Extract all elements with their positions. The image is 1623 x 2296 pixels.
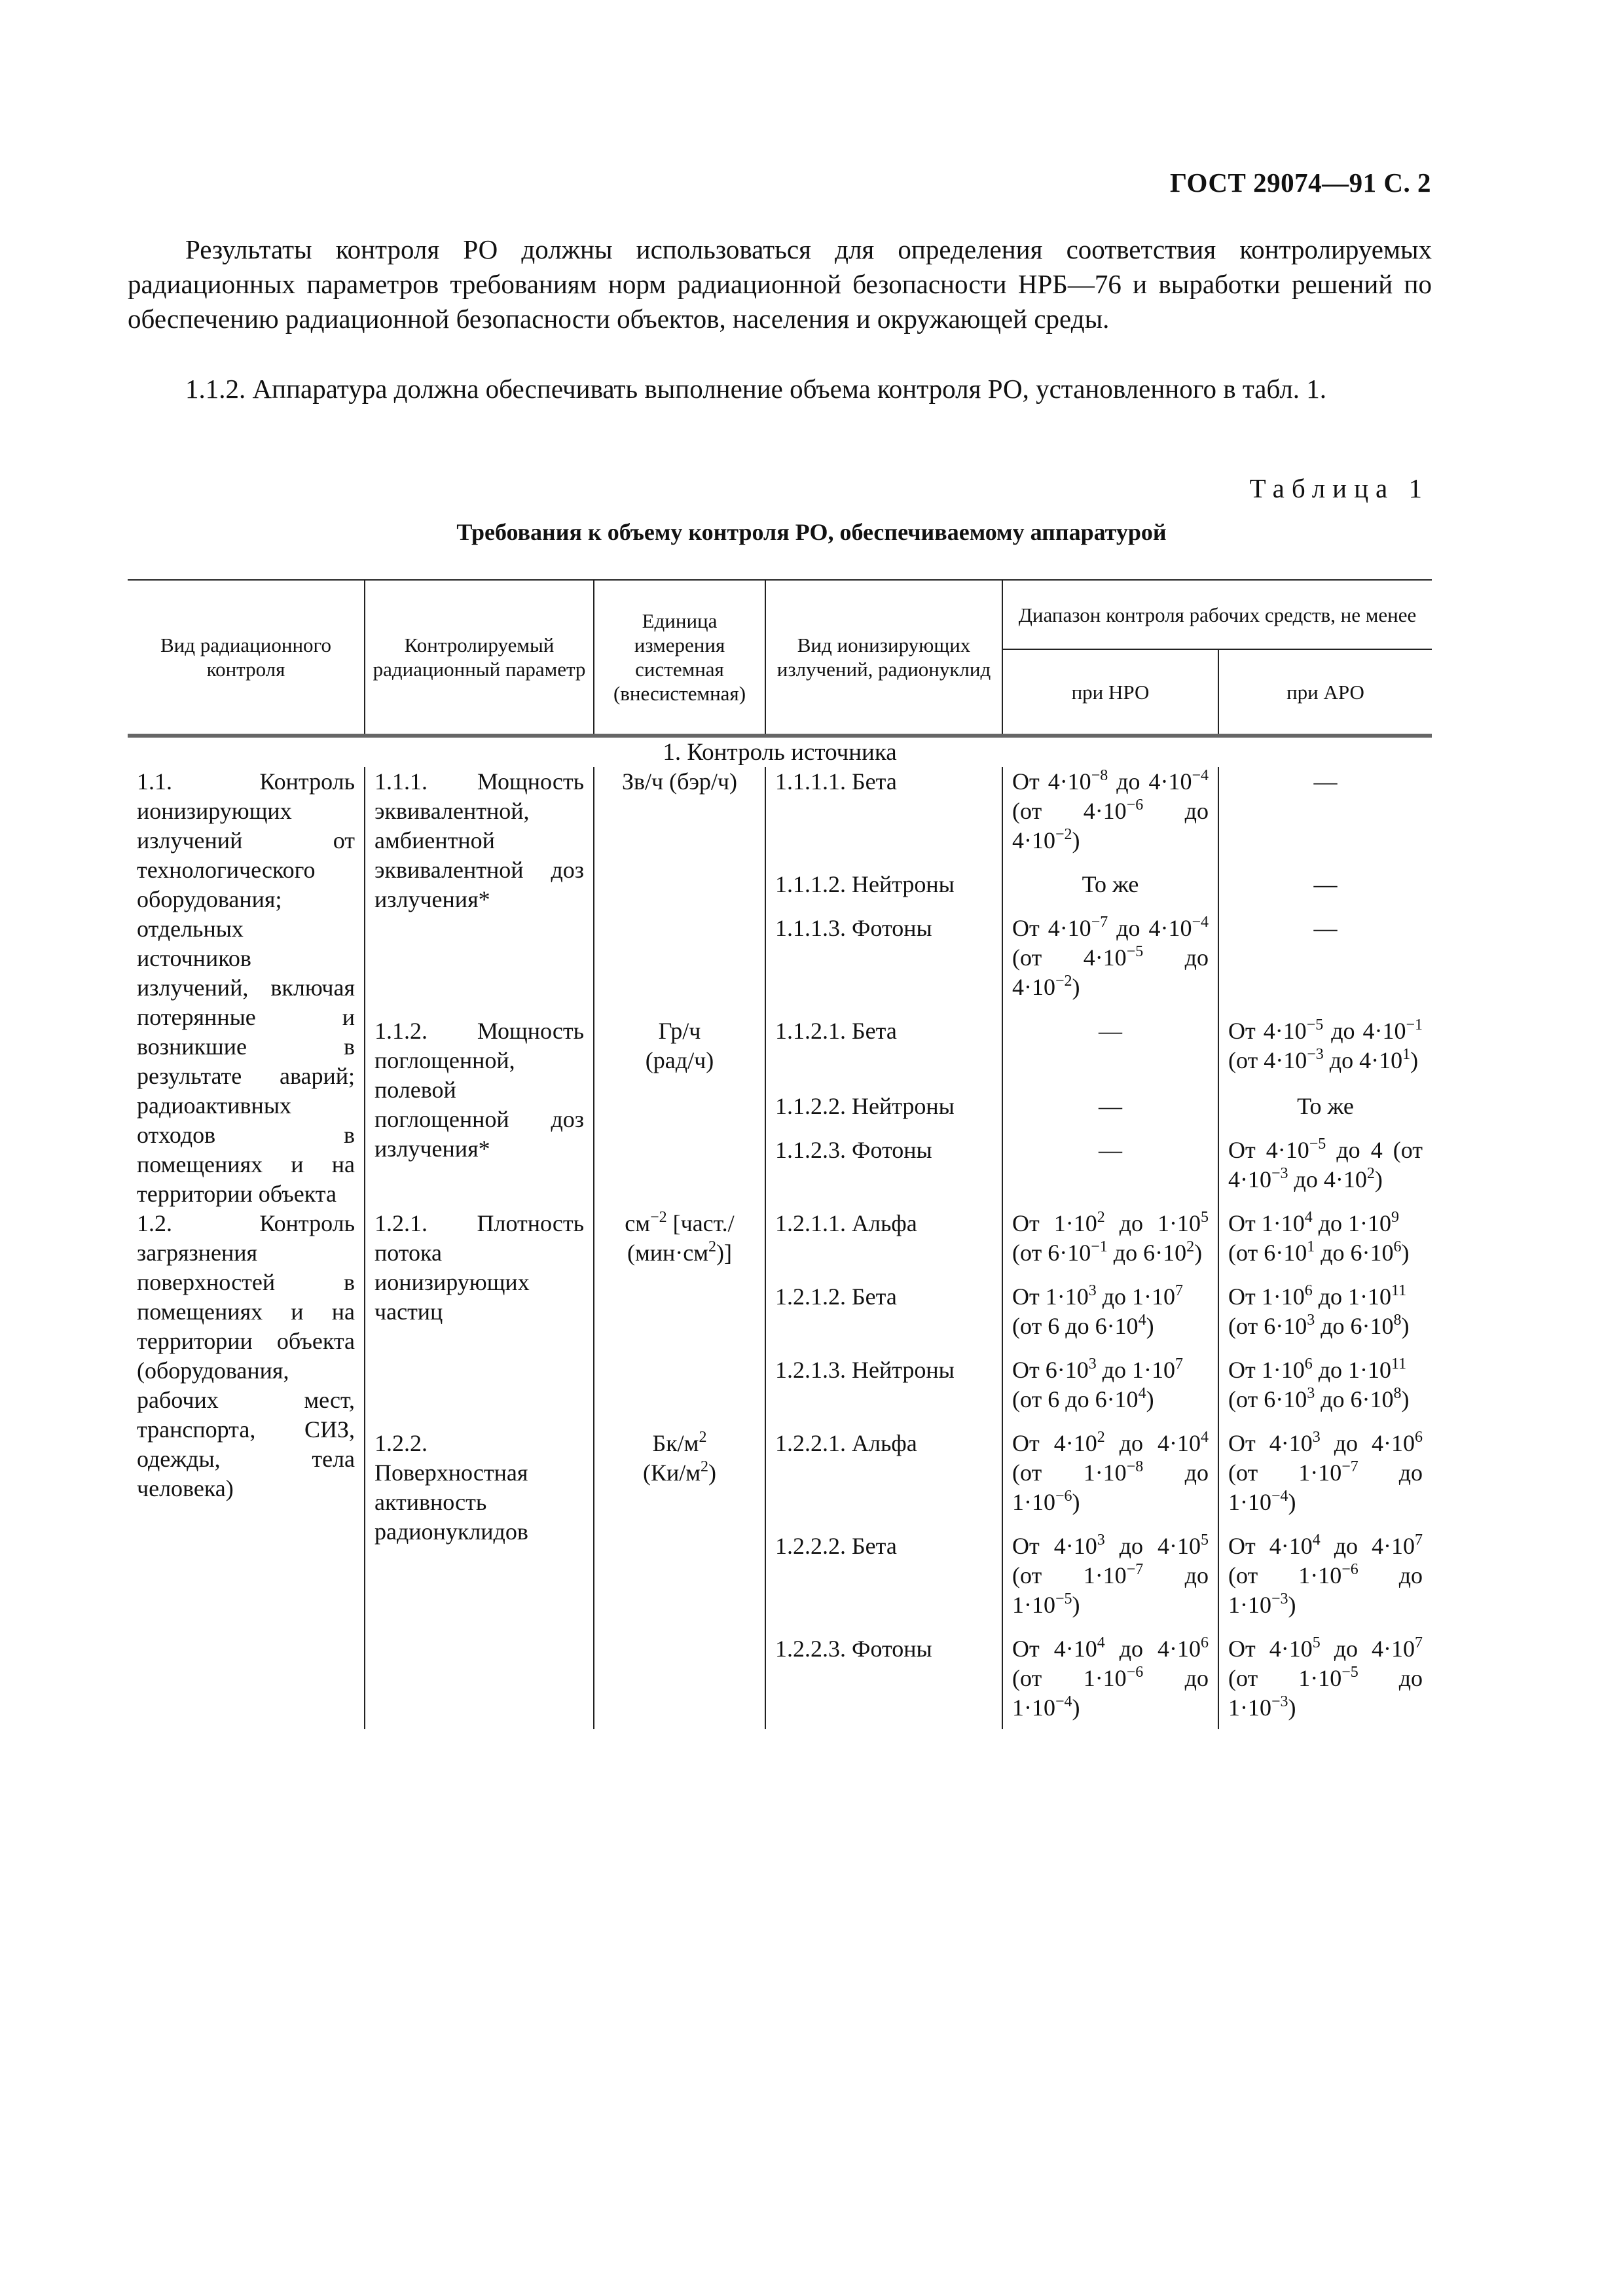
aro-1-2-1-3: От $1\cdot 10^6$ до $1\cdot 10^{11}$ (от $6\cdot 10^3$ до $6\cdot 10^8$) [1218,1355,1432,1429]
radiation-1-1-1-1: 1.1.1.1. Бета [765,767,1002,870]
nro-1-2-1-2: От $1\cdot 10^3$ до $1\cdot 10^7$ (от 6 до $6\cdot 10^4$) [1002,1282,1218,1355]
nro-1-1-1-3: От $4\cdot 10^{-7}$ до $4\cdot 10^{-4}$ (от $4\cdot 10^{-5}$ до $4\cdot 10^{-2}$) [1002,914,1218,1016]
param-1-1-2: 1.1.2. Мощность поглощенной, полевой поглощенной доз излучения* [365,1016,594,1209]
header-parameter: Контролируемый радиационный параметр [365,580,594,736]
header-kind: Вид радиационного контроля [128,580,365,736]
nro-1-2-1-3: От $6\cdot 10^3$ до $1\cdot 10^7$ (от 6 до $6\cdot 10^4$) [1002,1355,1218,1429]
radiation-1-1-2-3: 1.1.2.3. Фотоны [765,1136,1002,1209]
table-title: Требования к объему контроля РО, обеспечиваемому аппаратурой [456,519,1167,545]
requirements-table [128,579,1432,1729]
radiation-1-2-1-1: 1.2.1.1. Альфа [765,1209,1002,1282]
aro-1-2-1-1: От $1\cdot 10^4$ до $1\cdot 10^9$ (от $6\cdot 10^1$ до $6\cdot 10^6$) [1218,1209,1432,1282]
radiation-1-2-1-2: 1.2.1.2. Бета [765,1282,1002,1355]
document-header: ГОСТ 29074—91 С. 2 [1169,168,1431,198]
header-aro: при АРО [1218,649,1432,736]
nro-1-1-2-2: — [1002,1092,1218,1136]
param-1-2-1: 1.2.1. Плотность потока ионизирующих частиц [365,1209,594,1429]
radiation-1-2-2-1: 1.2.2.1. Альфа [765,1429,1002,1532]
param-1-2-2: 1.2.2. Поверхностная активность радионуклидов [365,1429,594,1729]
unit-1-2-2: $Бк/м^2$ $(Ки/м^2)$ [594,1429,765,1729]
nro-1-1-2-1: — [1002,1016,1218,1092]
aro-1-1-2-2: То же [1218,1092,1432,1136]
nro-1-1-2-3: — [1002,1136,1218,1209]
aro-1-1-2-1: От $4\cdot 10^{-5}$ до $4\cdot 10^{-1}$ (от $4\cdot 10^{-3}$ до $4\cdot 10^1$) [1218,1016,1432,1092]
radiation-1-1-2-2: 1.1.2.2. Нейтроны [765,1092,1002,1136]
aro-1-2-2-3: От $4\cdot 10^5$ до $4\cdot 10^7$ (от $1\cdot 10^{-5}$ до $1\cdot 10^{-3}$) [1218,1634,1432,1729]
aro-1-1-2-3: От $4\cdot 10^{-5}$ до 4 (от $4\cdot 10^{-3}$ до $4\cdot 10^2$) [1218,1136,1432,1209]
aro-1-1-1-1: — [1218,767,1432,870]
header-range: Диапазон контроля рабочих средств, не менее [1002,580,1432,649]
radiation-1-2-2-3: 1.2.2.3. Фотоны [765,1634,1002,1729]
table-row [128,767,1432,870]
section-title: 1. Контроль источника [663,739,897,766]
unit-1-1-2-system: Гр/ч [658,1018,701,1044]
header-radiation-type: Вид ионизирующих излучений, радионуклид [765,580,1002,736]
nro-1-2-2-3: От $4\cdot 10^4$ до $4\cdot 10^6$ (от $1\cdot 10^{-6}$ до $1\cdot 10^{-4}$) [1002,1634,1218,1729]
unit-1-1-2-nonsystem: (рад/ч) [645,1047,714,1073]
table-row [128,1209,1432,1282]
nro-1-2-2-1: От $4\cdot 10^2$ до $4\cdot 10^4$ (от $1\cdot 10^{-8}$ до $1\cdot 10^{-6}$) [1002,1429,1218,1532]
unit-1-2-1: $см^{-2}$ [част./ $(мин\cdot см^2)$] [594,1209,765,1429]
aro-1-2-2-2: От $4\cdot 10^4$ до $4\cdot 10^7$ (от $1\cdot 10^{-6}$ до $1\cdot 10^{-3}$) [1218,1532,1432,1634]
unit-1-1-1: Зв/ч (бэр/ч) [594,767,765,1016]
nro-1-2-1-1: От $1\cdot 10^2$ до $1\cdot 10^5$ (от $6\cdot 10^{-1}$ до $6\cdot 10^2$) [1002,1209,1218,1282]
nro-1-2-2-2: От $4\cdot 10^3$ до $4\cdot 10^5$ (от $1\cdot 10^{-7}$ до $1\cdot 10^{-5}$) [1002,1532,1218,1634]
aro-1-2-1-2: От $1\cdot 10^6$ до $1\cdot 10^{11}$ (от $6\cdot 10^3$ до $6\cdot 10^8$) [1218,1282,1432,1355]
aro-1-1-1-2: — [1218,870,1432,914]
header-nro: при НРО [1002,649,1218,736]
nro-1-1-1-2: То же [1002,870,1218,914]
paragraph-1-1-2: 1.1.2. Аппаратура должна обеспечивать выполнение объема контроля РО, установленного в табл. 1. [185,374,1327,404]
param-1-1-1: 1.1.1. Мощность эквивалентной, амбиентной эквивалентной доз излучения* [365,767,594,1016]
radiation-1-1-2-1: 1.1.2.1. Бета [765,1016,1002,1092]
radiation-1-1-1-2: 1.1.1.2. Нейтроны [765,870,1002,914]
kind-1-1: 1.1. Контроль ионизирующих излучений от технологического оборудования; отдельных источников излучений, включая потерянные и возникшие в результате аварий; радиоактивных отходов в помещениях и на территории объекта [137,768,355,1207]
radiation-1-2-2-2: 1.2.2.2. Бета [765,1532,1002,1634]
aro-1-1-1-3: — [1218,914,1432,1016]
unit-1-1-2 [594,1016,765,1209]
table-number: Таблица 1 [1249,473,1429,503]
aro-1-2-2-1: От $4\cdot 10^3$ до $4\cdot 10^6$ (от $1\cdot 10^{-7}$ до $1\cdot 10^{-4}$) [1218,1429,1432,1532]
paragraph-results: Результаты контроля РО должны использоваться для определения соответствия контролируемых радиационных параметров требованиям норм радиационной безопасности НРБ—76 и выработки решений по обеспечению радиационной безопасности объектов, населения и окружающей среды. [128,234,1432,334]
radiation-1-2-1-3: 1.2.1.3. Нейтроны [765,1355,1002,1429]
kind-1-2: 1.2. Контроль загрязнения поверхностей в помещениях и на территории объекта (оборудования, рабочих мест, транспорта, СИЗ, одежды, тела человека) [137,1210,355,1501]
header-unit: Единица измерения системная (внесистемная) [594,580,765,736]
radiation-1-1-1-3: 1.1.1.3. Фотоны [765,914,1002,1016]
nro-1-1-1-1: От $4\cdot 10^{-8}$ до $4\cdot 10^{-4}$ (от $4\cdot 10^{-6}$ до $4\cdot 10^{-2}$) [1002,767,1218,870]
